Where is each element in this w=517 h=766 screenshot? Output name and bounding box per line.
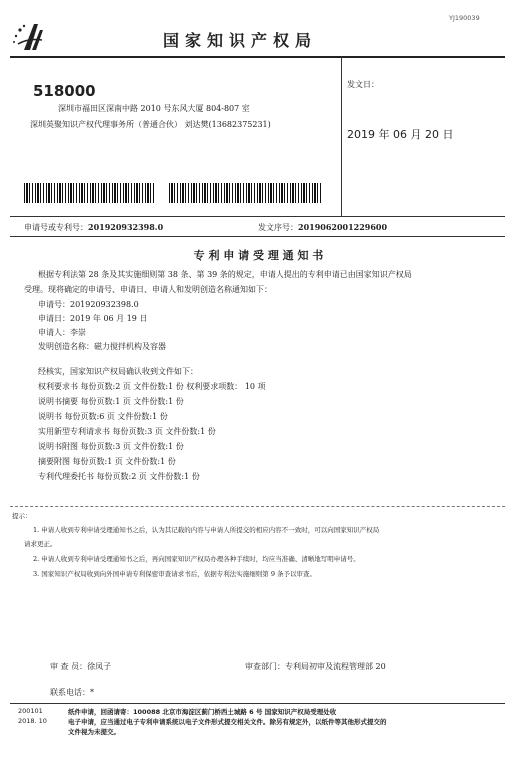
verify-intro: 经核实，国家知识产权局确认收到文件如下： bbox=[38, 367, 198, 376]
phone-number: * bbox=[90, 688, 94, 697]
recipient-address: 深圳市福田区深南中路 2010 号东风大厦 804-807 室 bbox=[58, 104, 250, 113]
office-name: 国家知识产权局 bbox=[163, 31, 318, 50]
tip-3: 3. 国家知识产权局收到向外国申请专利保密审查请求书后，依据专利法实施细则第 9 条予以审查。 bbox=[33, 570, 317, 578]
file-item: 权利要求书 每份页数:2 页 文件份数:1 份 权利要求项数： 10 项 bbox=[38, 382, 266, 391]
phone-row: 联系电话：* bbox=[50, 688, 94, 697]
tip-1-line-1: 1. 申请人收到专利申请受理通知书之后，认为其记载的内容与申请人所提交的相应内容不一致时，可以向国家知识产权局 bbox=[33, 526, 380, 534]
tip-1-line-2: 请求更正。 bbox=[24, 540, 57, 548]
file-item: 说明书摘要 每份页数:1 页 文件份数:1 份 bbox=[38, 397, 184, 406]
form-code: 200101 bbox=[18, 707, 43, 715]
serial-number-row: 发文序号：2019062001229600 bbox=[258, 222, 388, 232]
field-invention-title: 发明创造名称：磁力搅拌机构及容器 bbox=[38, 342, 166, 351]
tip-2: 2. 申请人收到专利申请受理通知书之后，再向国家知识产权局办理各种手续时，均应当准确、清晰地写明申请号。 bbox=[33, 555, 360, 563]
cnipa-logo bbox=[10, 20, 44, 54]
issue-date: 2019 年 06 月 20 日 bbox=[347, 128, 454, 141]
file-item: 说明书 每份页数:6 页 文件份数:1 份 bbox=[38, 412, 168, 421]
department-row: 审查部门：专利局初审及流程管理部 20 bbox=[245, 662, 386, 671]
file-item: 摘要附图 每份页数:1 页 文件份数:1 份 bbox=[38, 457, 176, 466]
postcode: 518000 bbox=[33, 82, 96, 100]
barcode-left bbox=[24, 183, 155, 203]
examiner-row: 审 查 员：徐凤子 bbox=[50, 662, 112, 671]
recipient-agency: 深圳英聚知识产权代理事务所（普通合伙） 刘达樊(13682375231) bbox=[30, 120, 271, 129]
application-number-row: 申请号或专利号：201920932398.0 bbox=[24, 222, 164, 232]
tips-label: 提示： bbox=[12, 512, 32, 520]
department-name: 专利局初审及流程管理部 20 bbox=[285, 662, 386, 671]
issue-date-label: 发文日： bbox=[347, 80, 379, 89]
file-item: 说明书附图 每份页数:3 页 文件份数:1 份 bbox=[38, 442, 184, 451]
document-code: YJ190039 bbox=[449, 14, 480, 22]
file-item: 实用新型专利请求书 每份页数:3 页 文件份数:1 份 bbox=[38, 427, 216, 436]
examiner-name: 徐凤子 bbox=[87, 662, 112, 671]
notice-title: 专 利 申 请 受 理 通 知 书 bbox=[193, 249, 324, 262]
field-applicant: 申请人：李崇 bbox=[38, 328, 86, 337]
field-filing-date: 申请日：2019 年 06 月 19 日 bbox=[38, 314, 148, 323]
form-version: 2018. 10 bbox=[18, 717, 47, 725]
application-number: 201920932398.0 bbox=[88, 222, 164, 232]
serial-number: 2019062001229600 bbox=[298, 222, 388, 232]
intro-line-2: 受理。现将确定的申请号、申请日、申请人和发明创造名称通知如下： bbox=[24, 285, 272, 294]
intro-line-1: 根据专利法第 28 条及其实施细则第 38 条、第 39 条的规定，申请人提出的专利申请已由国家知识产权局 bbox=[38, 270, 412, 279]
footer-line-3: 文件视为未提交。 bbox=[68, 728, 120, 736]
barcode-right bbox=[169, 183, 322, 203]
file-item: 专利代理委托书 每份页数:2 页 文件份数:1 份 bbox=[38, 472, 200, 481]
footer-line-1: 纸件申请，回函请寄：100088 北京市海淀区蓟门桥西土城路 6 号 国家知识产权局受理处收 bbox=[68, 708, 337, 716]
field-application-number: 申请号：201920932398.0 bbox=[38, 300, 139, 309]
footer-line-2: 电子申请，应当通过电子专利申请系统以电子文件形式提交相关文件。除另有规定外，以纸件等其他形式提交的 bbox=[68, 718, 387, 726]
